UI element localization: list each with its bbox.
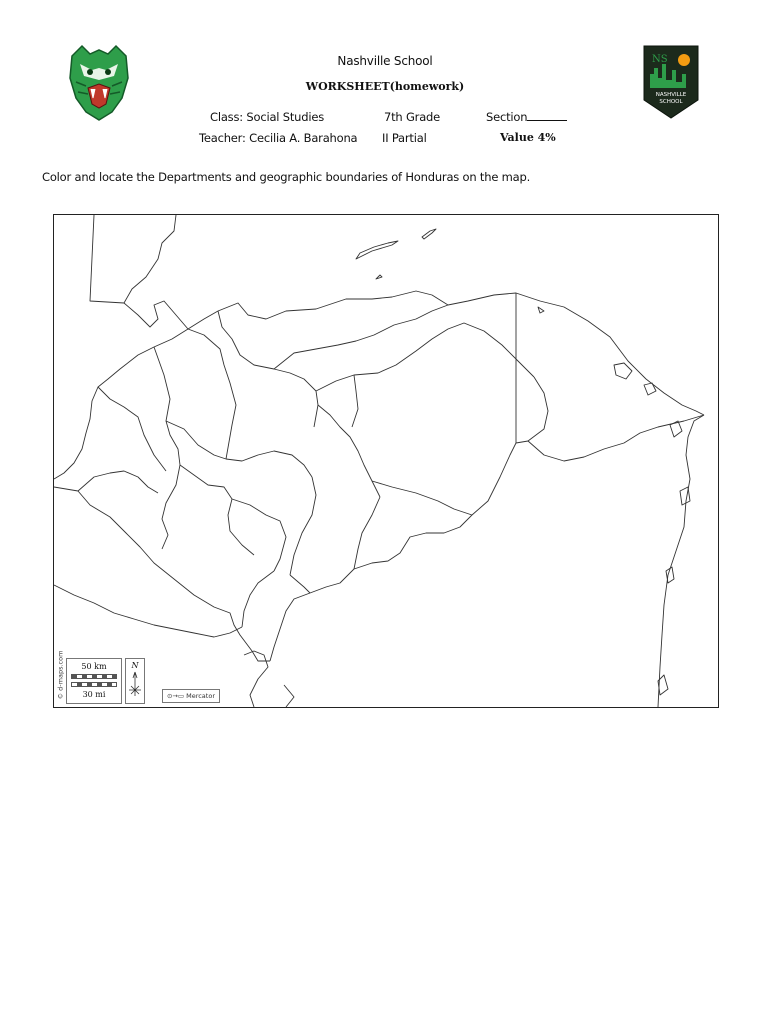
school-crest-logo [642, 44, 700, 120]
honduras-outline-map [53, 214, 719, 708]
projection-label [162, 689, 220, 703]
scale-bar [66, 658, 122, 704]
partial-label: II Partial [382, 131, 427, 145]
map-drawing [54, 215, 718, 707]
tiger-logo [66, 42, 132, 122]
section-label [486, 110, 567, 124]
section-blank-line [527, 110, 567, 121]
map-watermark: © d-maps.com [56, 650, 65, 700]
svg-text:SCHOOL: SCHOOL [659, 99, 683, 105]
instructions-text: Color and locate the Departments and geographic boundaries of Honduras on the map. [42, 170, 531, 184]
projection-text: Mercator [186, 692, 215, 700]
teacher-label: Teacher: Cecilia A. Barahona [199, 131, 358, 145]
scale-km-label: 50 km [81, 662, 107, 671]
compass-icon [127, 670, 143, 698]
grade-label: 7th Grade [384, 110, 441, 124]
school-name: Nashville School [337, 54, 433, 68]
north-arrow [125, 658, 145, 704]
north-label: N [131, 661, 139, 670]
scale-mi-label: 30 mi [82, 690, 106, 699]
scale-km-bar [71, 674, 117, 679]
class-label: Class: Social Studies [210, 110, 324, 124]
projection-icon: ⊙→▭ [166, 692, 187, 700]
value-label: Value 4% [500, 131, 556, 144]
section-text: Section [486, 110, 528, 124]
svg-text:NS: NS [652, 54, 668, 65]
worksheet-title: WORKSHEET(homework) [305, 80, 465, 93]
scale-mi-bar [71, 682, 117, 687]
svg-text:NASHVILLE: NASHVILLE [655, 92, 687, 98]
